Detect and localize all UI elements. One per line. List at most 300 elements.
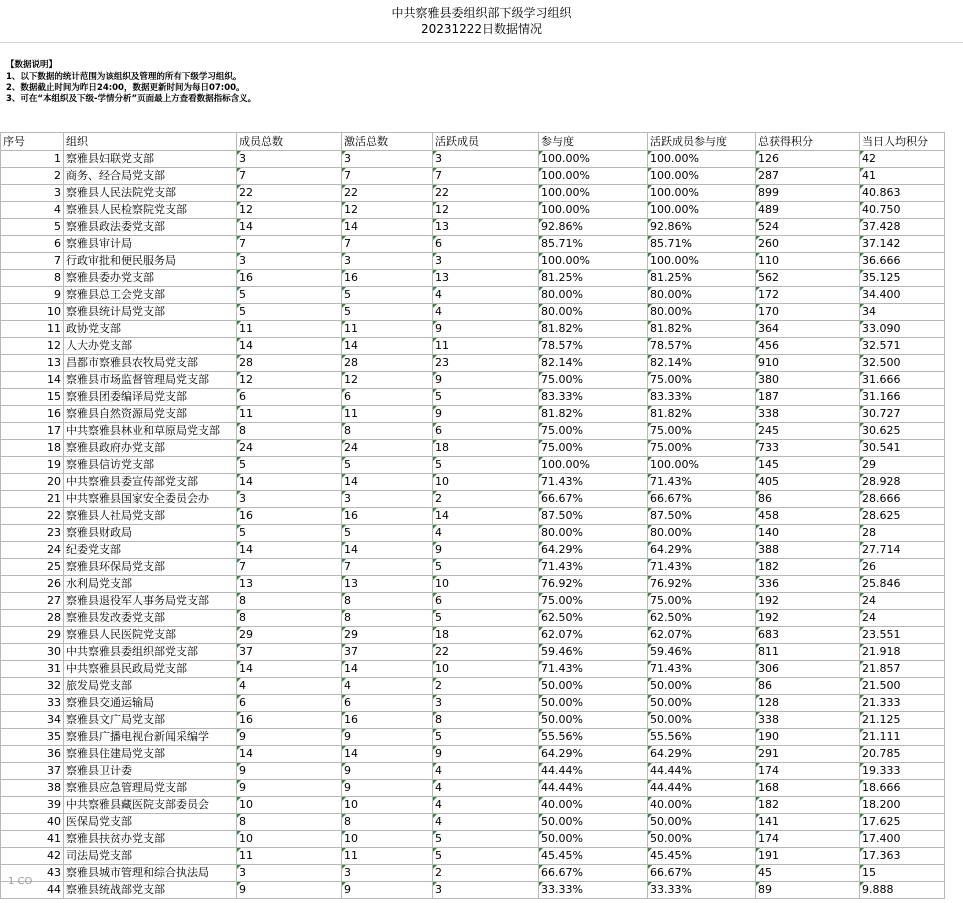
- cell-total-points[interactable]: 170: [756, 304, 860, 321]
- cell-avg-points[interactable]: 32.500: [860, 355, 945, 372]
- cell-avg-points[interactable]: 18.666: [860, 780, 945, 797]
- cell-index[interactable]: 1: [1, 151, 64, 168]
- table-row[interactable]: [1, 695, 945, 712]
- cell-total-points[interactable]: 182: [756, 797, 860, 814]
- cell-active-participation[interactable]: 100.00%: [648, 457, 756, 474]
- cell-org[interactable]: 察雅县人社局党支部: [64, 508, 237, 525]
- cell-activated[interactable]: 8: [342, 423, 433, 440]
- cell-activated[interactable]: 3: [342, 491, 433, 508]
- column-header-active[interactable]: 活跃成员: [433, 133, 539, 151]
- table-row[interactable]: [1, 168, 945, 185]
- cell-avg-points[interactable]: 28: [860, 525, 945, 542]
- cell-avg-points[interactable]: 31.666: [860, 372, 945, 389]
- cell-participation[interactable]: 44.44%: [539, 763, 648, 780]
- cell-active-participation[interactable]: 33.33%: [648, 882, 756, 899]
- cell-total-points[interactable]: 306: [756, 661, 860, 678]
- cell-active-participation[interactable]: 76.92%: [648, 576, 756, 593]
- cell-active-participation[interactable]: 80.00%: [648, 304, 756, 321]
- cell-members[interactable]: 13: [237, 576, 342, 593]
- cell-activated[interactable]: 5: [342, 457, 433, 474]
- cell-active[interactable]: 10: [433, 474, 539, 491]
- table-row[interactable]: [1, 797, 945, 814]
- cell-participation[interactable]: 81.82%: [539, 321, 648, 338]
- table-row[interactable]: [1, 406, 945, 423]
- cell-participation[interactable]: 64.29%: [539, 542, 648, 559]
- cell-org[interactable]: 察雅县卫计委: [64, 763, 237, 780]
- table-row[interactable]: [1, 287, 945, 304]
- cell-index[interactable]: 37: [1, 763, 64, 780]
- cell-org[interactable]: 察雅县总工会党支部: [64, 287, 237, 304]
- table-row[interactable]: [1, 423, 945, 440]
- cell-activated[interactable]: 11: [342, 406, 433, 423]
- cell-avg-points[interactable]: 27.714: [860, 542, 945, 559]
- cell-participation[interactable]: 45.45%: [539, 848, 648, 865]
- cell-index[interactable]: 35: [1, 729, 64, 746]
- cell-participation[interactable]: 40.00%: [539, 797, 648, 814]
- cell-active-participation[interactable]: 71.43%: [648, 559, 756, 576]
- cell-active-participation[interactable]: 80.00%: [648, 525, 756, 542]
- cell-org[interactable]: 水利局党支部: [64, 576, 237, 593]
- cell-index[interactable]: 16: [1, 406, 64, 423]
- cell-participation[interactable]: 75.00%: [539, 423, 648, 440]
- cell-members[interactable]: 8: [237, 814, 342, 831]
- cell-active-participation[interactable]: 81.25%: [648, 270, 756, 287]
- cell-index[interactable]: 18: [1, 440, 64, 457]
- cell-active-participation[interactable]: 87.50%: [648, 508, 756, 525]
- cell-avg-points[interactable]: 30.727: [860, 406, 945, 423]
- cell-total-points[interactable]: 141: [756, 814, 860, 831]
- cell-activated[interactable]: 9: [342, 882, 433, 899]
- cell-total-points[interactable]: 458: [756, 508, 860, 525]
- cell-index[interactable]: 30: [1, 644, 64, 661]
- table-row[interactable]: [1, 202, 945, 219]
- cell-members[interactable]: 9: [237, 763, 342, 780]
- cell-org[interactable]: 察雅县发改委党支部: [64, 610, 237, 627]
- cell-active-participation[interactable]: 100.00%: [648, 253, 756, 270]
- cell-total-points[interactable]: 174: [756, 763, 860, 780]
- cell-total-points[interactable]: 245: [756, 423, 860, 440]
- cell-total-points[interactable]: 683: [756, 627, 860, 644]
- table-row[interactable]: [1, 185, 945, 202]
- cell-active[interactable]: 9: [433, 406, 539, 423]
- cell-avg-points[interactable]: 19.333: [860, 763, 945, 780]
- cell-total-points[interactable]: 489: [756, 202, 860, 219]
- cell-active[interactable]: 4: [433, 525, 539, 542]
- table-row[interactable]: [1, 372, 945, 389]
- cell-active-participation[interactable]: 50.00%: [648, 814, 756, 831]
- cell-active-participation[interactable]: 92.86%: [648, 219, 756, 236]
- table-row[interactable]: [1, 270, 945, 287]
- cell-index[interactable]: 14: [1, 372, 64, 389]
- cell-index[interactable]: 4: [1, 202, 64, 219]
- cell-avg-points[interactable]: 21.500: [860, 678, 945, 695]
- cell-members[interactable]: 3: [237, 151, 342, 168]
- cell-participation[interactable]: 50.00%: [539, 712, 648, 729]
- cell-participation[interactable]: 85.71%: [539, 236, 648, 253]
- cell-total-points[interactable]: 140: [756, 525, 860, 542]
- cell-total-points[interactable]: 89: [756, 882, 860, 899]
- cell-activated[interactable]: 4: [342, 678, 433, 695]
- cell-org[interactable]: 察雅县审计局: [64, 236, 237, 253]
- cell-org[interactable]: 察雅县人民医院党支部: [64, 627, 237, 644]
- cell-avg-points[interactable]: 40.750: [860, 202, 945, 219]
- cell-total-points[interactable]: 260: [756, 236, 860, 253]
- cell-avg-points[interactable]: 17.400: [860, 831, 945, 848]
- cell-avg-points[interactable]: 30.625: [860, 423, 945, 440]
- cell-active[interactable]: 5: [433, 848, 539, 865]
- cell-participation[interactable]: 82.14%: [539, 355, 648, 372]
- cell-participation[interactable]: 92.86%: [539, 219, 648, 236]
- cell-members[interactable]: 7: [237, 559, 342, 576]
- cell-participation[interactable]: 76.92%: [539, 576, 648, 593]
- cell-avg-points[interactable]: 25.846: [860, 576, 945, 593]
- cell-active[interactable]: 9: [433, 542, 539, 559]
- cell-activated[interactable]: 14: [342, 338, 433, 355]
- cell-members[interactable]: 24: [237, 440, 342, 457]
- cell-active[interactable]: 5: [433, 457, 539, 474]
- column-header-total-points[interactable]: 总获得积分: [756, 133, 860, 151]
- cell-total-points[interactable]: 174: [756, 831, 860, 848]
- table-row[interactable]: [1, 151, 945, 168]
- cell-index[interactable]: 22: [1, 508, 64, 525]
- cell-active-participation[interactable]: 75.00%: [648, 440, 756, 457]
- cell-index[interactable]: 25: [1, 559, 64, 576]
- cell-org[interactable]: 医保局党支部: [64, 814, 237, 831]
- table-row[interactable]: [1, 712, 945, 729]
- table-row[interactable]: [1, 219, 945, 236]
- cell-avg-points[interactable]: 31.166: [860, 389, 945, 406]
- cell-total-points[interactable]: 338: [756, 712, 860, 729]
- cell-active[interactable]: 4: [433, 304, 539, 321]
- cell-active-participation[interactable]: 80.00%: [648, 287, 756, 304]
- cell-total-points[interactable]: 910: [756, 355, 860, 372]
- table-row[interactable]: [1, 304, 945, 321]
- cell-org[interactable]: 商务、经合局党支部: [64, 168, 237, 185]
- cell-org[interactable]: 察雅县扶贫办党支部: [64, 831, 237, 848]
- cell-active-participation[interactable]: 71.43%: [648, 474, 756, 491]
- cell-active[interactable]: 10: [433, 576, 539, 593]
- table-row[interactable]: [1, 831, 945, 848]
- cell-total-points[interactable]: 191: [756, 848, 860, 865]
- cell-active[interactable]: 6: [433, 236, 539, 253]
- cell-index[interactable]: 29: [1, 627, 64, 644]
- cell-participation[interactable]: 62.07%: [539, 627, 648, 644]
- cell-avg-points[interactable]: 28.928: [860, 474, 945, 491]
- cell-active-participation[interactable]: 59.46%: [648, 644, 756, 661]
- cell-org[interactable]: 察雅县政府办党支部: [64, 440, 237, 457]
- cell-org[interactable]: 察雅县信访党支部: [64, 457, 237, 474]
- cell-total-points[interactable]: 562: [756, 270, 860, 287]
- cell-active[interactable]: 2: [433, 678, 539, 695]
- cell-members[interactable]: 12: [237, 372, 342, 389]
- cell-members[interactable]: 8: [237, 593, 342, 610]
- cell-active-participation[interactable]: 71.43%: [648, 661, 756, 678]
- cell-total-points[interactable]: 192: [756, 610, 860, 627]
- cell-participation[interactable]: 55.56%: [539, 729, 648, 746]
- cell-active[interactable]: 4: [433, 763, 539, 780]
- cell-activated[interactable]: 12: [342, 372, 433, 389]
- table-row[interactable]: [1, 559, 945, 576]
- cell-index[interactable]: 5: [1, 219, 64, 236]
- cell-org[interactable]: 中共察雅县国家安全委员会办: [64, 491, 237, 508]
- cell-participation[interactable]: 100.00%: [539, 457, 648, 474]
- cell-members[interactable]: 5: [237, 304, 342, 321]
- cell-members[interactable]: 14: [237, 338, 342, 355]
- column-header-index[interactable]: 序号: [1, 133, 64, 151]
- cell-org[interactable]: 察雅县城市管理和综合执法局: [64, 865, 237, 882]
- cell-members[interactable]: 8: [237, 423, 342, 440]
- cell-active-participation[interactable]: 45.45%: [648, 848, 756, 865]
- cell-avg-points[interactable]: 21.857: [860, 661, 945, 678]
- cell-active[interactable]: 22: [433, 185, 539, 202]
- cell-members[interactable]: 14: [237, 746, 342, 763]
- cell-avg-points[interactable]: 29: [860, 457, 945, 474]
- cell-active[interactable]: 2: [433, 491, 539, 508]
- cell-avg-points[interactable]: 40.863: [860, 185, 945, 202]
- cell-total-points[interactable]: 168: [756, 780, 860, 797]
- cell-participation[interactable]: 80.00%: [539, 287, 648, 304]
- cell-active[interactable]: 6: [433, 423, 539, 440]
- cell-avg-points[interactable]: 23.551: [860, 627, 945, 644]
- cell-index[interactable]: 26: [1, 576, 64, 593]
- cell-index[interactable]: 36: [1, 746, 64, 763]
- cell-active-participation[interactable]: 50.00%: [648, 695, 756, 712]
- cell-total-points[interactable]: 182: [756, 559, 860, 576]
- cell-total-points[interactable]: 86: [756, 491, 860, 508]
- cell-activated[interactable]: 3: [342, 865, 433, 882]
- cell-index[interactable]: 27: [1, 593, 64, 610]
- table-row[interactable]: [1, 525, 945, 542]
- table-row[interactable]: [1, 576, 945, 593]
- cell-members[interactable]: 14: [237, 474, 342, 491]
- cell-index[interactable]: 2: [1, 168, 64, 185]
- cell-members[interactable]: 7: [237, 236, 342, 253]
- cell-active-participation[interactable]: 75.00%: [648, 423, 756, 440]
- cell-avg-points[interactable]: 30.541: [860, 440, 945, 457]
- column-header-active-participation[interactable]: 活跃成员参与度: [648, 133, 756, 151]
- cell-participation[interactable]: 100.00%: [539, 253, 648, 270]
- cell-active-participation[interactable]: 55.56%: [648, 729, 756, 746]
- cell-activated[interactable]: 14: [342, 661, 433, 678]
- cell-activated[interactable]: 9: [342, 763, 433, 780]
- cell-active[interactable]: 5: [433, 389, 539, 406]
- cell-active[interactable]: 11: [433, 338, 539, 355]
- cell-active[interactable]: 9: [433, 321, 539, 338]
- cell-total-points[interactable]: 287: [756, 168, 860, 185]
- cell-org[interactable]: 察雅县人民法院党支部: [64, 185, 237, 202]
- cell-org[interactable]: 昌都市察雅县农牧局党支部: [64, 355, 237, 372]
- cell-activated[interactable]: 12: [342, 202, 433, 219]
- cell-activated[interactable]: 14: [342, 542, 433, 559]
- cell-participation[interactable]: 81.25%: [539, 270, 648, 287]
- cell-activated[interactable]: 5: [342, 287, 433, 304]
- cell-active-participation[interactable]: 50.00%: [648, 831, 756, 848]
- cell-total-points[interactable]: 811: [756, 644, 860, 661]
- cell-org[interactable]: 察雅县财政局: [64, 525, 237, 542]
- cell-activated[interactable]: 14: [342, 474, 433, 491]
- cell-active[interactable]: 13: [433, 270, 539, 287]
- cell-members[interactable]: 16: [237, 270, 342, 287]
- cell-active-participation[interactable]: 81.82%: [648, 406, 756, 423]
- cell-participation[interactable]: 66.67%: [539, 865, 648, 882]
- cell-activated[interactable]: 14: [342, 746, 433, 763]
- cell-members[interactable]: 11: [237, 321, 342, 338]
- cell-total-points[interactable]: 128: [756, 695, 860, 712]
- cell-org[interactable]: 察雅县广播电视台新闻采编学: [64, 729, 237, 746]
- cell-org[interactable]: 察雅县住建局党支部: [64, 746, 237, 763]
- cell-active[interactable]: 2: [433, 865, 539, 882]
- cell-participation[interactable]: 66.67%: [539, 491, 648, 508]
- cell-activated[interactable]: 8: [342, 814, 433, 831]
- table-row[interactable]: [1, 457, 945, 474]
- cell-active-participation[interactable]: 100.00%: [648, 168, 756, 185]
- cell-active[interactable]: 4: [433, 780, 539, 797]
- table-row[interactable]: [1, 321, 945, 338]
- cell-index[interactable]: 6: [1, 236, 64, 253]
- table-row[interactable]: [1, 338, 945, 355]
- cell-members[interactable]: 29: [237, 627, 342, 644]
- cell-active[interactable]: 18: [433, 440, 539, 457]
- cell-active-participation[interactable]: 64.29%: [648, 746, 756, 763]
- cell-org[interactable]: 察雅县团委编译局党支部: [64, 389, 237, 406]
- cell-org[interactable]: 察雅县退役军人事务局党支部: [64, 593, 237, 610]
- cell-org[interactable]: 行政审批和便民服务局: [64, 253, 237, 270]
- cell-org[interactable]: 中共察雅县委组织部党支部: [64, 644, 237, 661]
- table-row[interactable]: [1, 236, 945, 253]
- cell-participation[interactable]: 75.00%: [539, 593, 648, 610]
- cell-index[interactable]: 17: [1, 423, 64, 440]
- cell-participation[interactable]: 100.00%: [539, 202, 648, 219]
- cell-members[interactable]: 7: [237, 168, 342, 185]
- cell-activated[interactable]: 13: [342, 576, 433, 593]
- cell-activated[interactable]: 11: [342, 321, 433, 338]
- cell-members[interactable]: 11: [237, 848, 342, 865]
- cell-org[interactable]: 察雅县统战部党支部: [64, 882, 237, 899]
- cell-index[interactable]: 10: [1, 304, 64, 321]
- cell-active-participation[interactable]: 85.71%: [648, 236, 756, 253]
- cell-activated[interactable]: 5: [342, 304, 433, 321]
- cell-total-points[interactable]: 388: [756, 542, 860, 559]
- cell-participation[interactable]: 64.29%: [539, 746, 648, 763]
- cell-active[interactable]: 5: [433, 729, 539, 746]
- cell-members[interactable]: 14: [237, 542, 342, 559]
- cell-participation[interactable]: 71.43%: [539, 474, 648, 491]
- cell-avg-points[interactable]: 9.888: [860, 882, 945, 899]
- cell-index[interactable]: 15: [1, 389, 64, 406]
- cell-active[interactable]: 12: [433, 202, 539, 219]
- cell-members[interactable]: 3: [237, 253, 342, 270]
- cell-avg-points[interactable]: 21.125: [860, 712, 945, 729]
- cell-participation[interactable]: 83.33%: [539, 389, 648, 406]
- cell-active[interactable]: 3: [433, 882, 539, 899]
- cell-active[interactable]: 8: [433, 712, 539, 729]
- cell-participation[interactable]: 100.00%: [539, 151, 648, 168]
- cell-index[interactable]: 13: [1, 355, 64, 372]
- cell-org[interactable]: 人大办党支部: [64, 338, 237, 355]
- cell-participation[interactable]: 80.00%: [539, 304, 648, 321]
- cell-active[interactable]: 13: [433, 219, 539, 236]
- cell-activated[interactable]: 8: [342, 593, 433, 610]
- cell-active[interactable]: 18: [433, 627, 539, 644]
- cell-active-participation[interactable]: 100.00%: [648, 185, 756, 202]
- cell-active-participation[interactable]: 50.00%: [648, 712, 756, 729]
- cell-participation[interactable]: 33.33%: [539, 882, 648, 899]
- cell-org[interactable]: 中共察雅县委宣传部党支部: [64, 474, 237, 491]
- cell-org[interactable]: 察雅县统计局党支部: [64, 304, 237, 321]
- cell-members[interactable]: 9: [237, 729, 342, 746]
- cell-total-points[interactable]: 45: [756, 865, 860, 882]
- cell-active-participation[interactable]: 44.44%: [648, 763, 756, 780]
- cell-avg-points[interactable]: 33.090: [860, 321, 945, 338]
- cell-avg-points[interactable]: 32.571: [860, 338, 945, 355]
- column-header-avg-points[interactable]: 当日人均积分: [860, 133, 945, 151]
- cell-active[interactable]: 9: [433, 746, 539, 763]
- cell-index[interactable]: 28: [1, 610, 64, 627]
- cell-participation[interactable]: 50.00%: [539, 678, 648, 695]
- column-header-participation[interactable]: 参与度: [539, 133, 648, 151]
- cell-index[interactable]: 8: [1, 270, 64, 287]
- cell-activated[interactable]: 7: [342, 236, 433, 253]
- cell-total-points[interactable]: 291: [756, 746, 860, 763]
- cell-activated[interactable]: 24: [342, 440, 433, 457]
- cell-org[interactable]: 察雅县妇联党支部: [64, 151, 237, 168]
- cell-activated[interactable]: 16: [342, 270, 433, 287]
- cell-index[interactable]: 24: [1, 542, 64, 559]
- cell-index[interactable]: 32: [1, 678, 64, 695]
- cell-avg-points[interactable]: 28.625: [860, 508, 945, 525]
- cell-index[interactable]: 19: [1, 457, 64, 474]
- cell-activated[interactable]: 10: [342, 831, 433, 848]
- cell-total-points[interactable]: 126: [756, 151, 860, 168]
- table-row[interactable]: [1, 593, 945, 610]
- cell-index[interactable]: 12: [1, 338, 64, 355]
- cell-index[interactable]: 43: [1, 865, 64, 882]
- table-row[interactable]: [1, 508, 945, 525]
- cell-activated[interactable]: 7: [342, 168, 433, 185]
- cell-participation[interactable]: 71.43%: [539, 559, 648, 576]
- cell-avg-points[interactable]: 35.125: [860, 270, 945, 287]
- cell-active-participation[interactable]: 50.00%: [648, 678, 756, 695]
- cell-active[interactable]: 23: [433, 355, 539, 372]
- cell-active-participation[interactable]: 100.00%: [648, 151, 756, 168]
- cell-avg-points[interactable]: 37.142: [860, 236, 945, 253]
- cell-participation[interactable]: 100.00%: [539, 185, 648, 202]
- cell-activated[interactable]: 9: [342, 780, 433, 797]
- table-row[interactable]: [1, 627, 945, 644]
- cell-active-participation[interactable]: 66.67%: [648, 491, 756, 508]
- cell-index[interactable]: 21: [1, 491, 64, 508]
- cell-activated[interactable]: 10: [342, 797, 433, 814]
- cell-members[interactable]: 28: [237, 355, 342, 372]
- table-row[interactable]: [1, 610, 945, 627]
- cell-active-participation[interactable]: 81.82%: [648, 321, 756, 338]
- cell-total-points[interactable]: 187: [756, 389, 860, 406]
- cell-index[interactable]: 31: [1, 661, 64, 678]
- cell-index[interactable]: 40: [1, 814, 64, 831]
- cell-activated[interactable]: 28: [342, 355, 433, 372]
- cell-participation[interactable]: 50.00%: [539, 695, 648, 712]
- cell-active[interactable]: 5: [433, 831, 539, 848]
- cell-index[interactable]: 3: [1, 185, 64, 202]
- cell-avg-points[interactable]: 15: [860, 865, 945, 882]
- cell-members[interactable]: 3: [237, 865, 342, 882]
- cell-active-participation[interactable]: 78.57%: [648, 338, 756, 355]
- cell-members[interactable]: 10: [237, 797, 342, 814]
- cell-members[interactable]: 5: [237, 287, 342, 304]
- cell-members[interactable]: 12: [237, 202, 342, 219]
- table-row[interactable]: [1, 746, 945, 763]
- cell-activated[interactable]: 6: [342, 695, 433, 712]
